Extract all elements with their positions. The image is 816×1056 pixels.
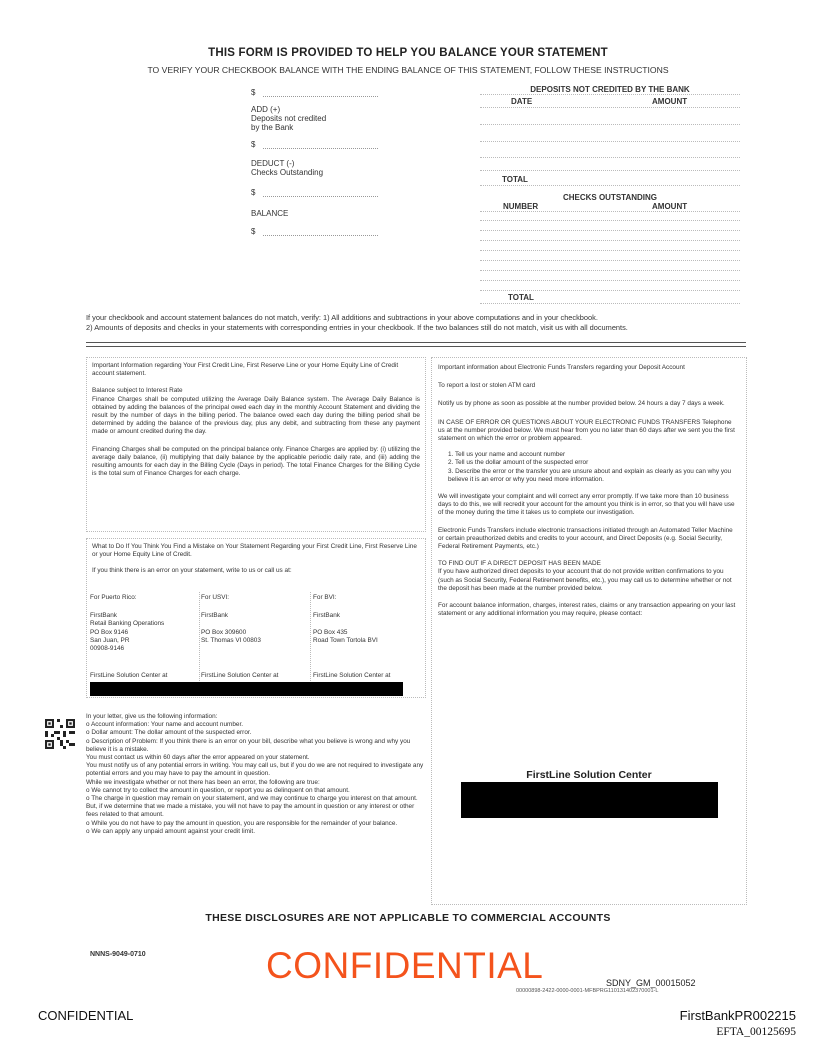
address-line: PO Box 435 bbox=[313, 628, 348, 636]
qr-code-icon bbox=[45, 719, 75, 749]
address-line: FirstBank bbox=[313, 612, 340, 620]
address-line: San Juan, PR bbox=[90, 636, 130, 644]
letter-line: o We can apply any unpaid amount against your credit limit. bbox=[86, 827, 255, 835]
checks-row-line bbox=[480, 303, 740, 304]
address-head: For USVI: bbox=[201, 594, 230, 601]
instructions-line-1: If your checkbook and account statement balances do not match, verify: 1) All additions and subtractions in your above computations and in your checkbook. bbox=[86, 313, 598, 322]
deposits-row-line bbox=[480, 170, 740, 171]
eft-p8: For account balance information, charges, interest rates, claims or any transaction appearing on your last statement or any additional information you may require, please contact: bbox=[438, 602, 736, 618]
address-line: St. Thomas VI 00803 bbox=[201, 636, 261, 644]
redaction-bar bbox=[461, 782, 718, 818]
worksheet-dollar-4: $ bbox=[251, 227, 378, 236]
address-line bbox=[313, 620, 423, 628]
letter-line: You must contact us within 60 days after the error appeared on your statement. bbox=[86, 754, 310, 762]
deposits-heading: DEPOSITS NOT CREDITED BY THE BANK bbox=[530, 85, 690, 94]
tiny-code: 00000898-2422-0000-0001-MFBPRG110131402370001-L bbox=[516, 988, 659, 994]
bates-sdny: SDNY_GM_00015052 bbox=[606, 978, 696, 988]
redaction-bar bbox=[90, 682, 403, 696]
confidential-footer-left: CONFIDENTIAL bbox=[38, 1008, 134, 1023]
checks-col-amount: AMOUNT bbox=[652, 202, 688, 211]
checks-total: TOTAL bbox=[508, 293, 534, 302]
letter-line: o Description of Problem: If you think there is an error on your bill, describe what you believe is wrong and why you believe it is a mistake. bbox=[86, 737, 411, 753]
letter-line: o While you do not have to pay the amount in question, you are responsible for the remainder of your balance. bbox=[86, 819, 398, 827]
letter-line: o Account information: Your name and account number. bbox=[86, 721, 244, 729]
letter-line: o We cannot try to collect the amount in question, or report you as delinquent on that amount. bbox=[86, 786, 350, 794]
credit-line-info-title: Important Information regarding Your First Credit Line, First Reserve Line or your Home Equity Line of Credit account statement. bbox=[92, 362, 399, 378]
form-code: NNNS-9049-0710 bbox=[90, 951, 146, 958]
checks-row-line bbox=[480, 220, 740, 221]
bates-efta: EFTA_00125695 bbox=[716, 1026, 796, 1038]
eft-p2: Notify us by phone as soon as possible at the number provided below. 24 hours a day 7 days a week. bbox=[438, 400, 725, 408]
eft-p4: We will investigate your complaint and will correct any error promptly. If we take more than 10 business days to do this, we will recredit your account for the amount you think is in error, so that you will have use of the money during the time it takes us to complete our investigation. bbox=[438, 493, 735, 517]
checks-row-line bbox=[480, 230, 740, 231]
deposits-total: TOTAL bbox=[502, 175, 528, 184]
address-bvi bbox=[313, 594, 423, 645]
add-sub-1: Deposits not credited bbox=[251, 114, 327, 123]
eft-p3: IN CASE OF ERROR OR QUESTIONS ABOUT YOUR ELECTRONIC FUNDS TRANSFERS Telephone us at the number provided below. We must hear from you no later than 60 days after we sent you the first statement on which the error or problem appeared. bbox=[438, 418, 735, 443]
section-divider bbox=[86, 342, 746, 347]
letter-line: o The charge in question may remain on your statement, and we may continue to charge you interest on that amount. But, if we determine that we made a mistake, you will not have to pay the amount in question or any interest or other fees related to that amount. bbox=[86, 795, 418, 819]
bates-firstbank: FirstBankPR002215 bbox=[679, 1008, 796, 1023]
address-line: 00908-9146 bbox=[90, 645, 125, 653]
center-label-usvi: FirstLine Solution Center at bbox=[201, 672, 279, 679]
checks-row-line bbox=[480, 260, 740, 261]
worksheet-dollar-1: $ bbox=[251, 88, 378, 97]
firstline-center-title: FirstLine Solution Center bbox=[526, 769, 652, 781]
letter-instructions bbox=[86, 713, 424, 836]
deposits-row-line bbox=[480, 185, 740, 186]
eft-list-item: 3. Describe the error or the transfer you are unsure about and explain as clearly as you can why you believe it is an error or why you need more information. bbox=[448, 467, 732, 483]
checks-col-number: NUMBER bbox=[503, 202, 539, 211]
checks-row-line bbox=[480, 270, 740, 271]
eft-list-item: 1. Tell us your name and account number bbox=[448, 451, 566, 459]
letter-line: In your letter, give us the following information: bbox=[86, 713, 218, 720]
checks-row-line bbox=[480, 290, 740, 291]
form-subtitle: TO VERIFY YOUR CHECKBOOK BALANCE WITH THE ENDING BALANCE OF THIS STATEMENT, FOLLOW THESE INSTRUCTIONS bbox=[147, 65, 669, 75]
eft-p6: TO FIND OUT IF A DIRECT DEPOSIT HAS BEEN MADE bbox=[438, 560, 601, 568]
add-sub-2: by the Bank bbox=[251, 123, 294, 132]
checks-row-line bbox=[480, 240, 740, 241]
confidential-stamp: CONFIDENTIAL bbox=[266, 945, 544, 986]
eft-info-panel bbox=[431, 357, 747, 905]
eft-title: Important information about Electronic Funds Transfers regarding your Deposit Account bbox=[438, 364, 685, 371]
mistake-panel-intro: If you think there is an error on your statement, write to us or call us at: bbox=[92, 567, 292, 575]
address-head: For Puerto Rico: bbox=[90, 594, 137, 601]
deposits-row-line bbox=[480, 141, 740, 142]
credit-line-info-panel bbox=[86, 357, 426, 532]
worksheet-dollar-2: $ bbox=[251, 140, 378, 149]
checks-row-line bbox=[480, 211, 740, 212]
credit-line-info-para-2: Financing Charges shall be computed on the principal balance only. Finance Charges are applied by: (i) utilizing the average daily balance, (ii) multiplying that daily balance by the applicable periodic daily rate, and (iii) adding the resulting amounts for each day in the Billing Cycle (Days in period). The total Finance Charges for the Billing Cycle is the total sum of Finance Charges for each charge. bbox=[92, 445, 420, 478]
address-line bbox=[201, 620, 311, 628]
credit-line-info-para-1: Finance Charges shall be computed utilizing the Average Daily Balance system. The Average Daily Balance is obtained by adding the balances of the principal owed each day in the monthly Account Statement and dividing the result by the number of days in the billing period. The balance owed each day during the billing period shall be determined by adding the balance of the previous day, plus any debit, and subtracting from these any payment made or amount credited during the day. bbox=[92, 395, 420, 436]
address-puerto-rico bbox=[90, 594, 200, 653]
deposits-row-line bbox=[480, 157, 740, 158]
center-label-pr: FirstLine Solution Center at bbox=[90, 672, 168, 679]
checks-heading: CHECKS OUTSTANDING bbox=[562, 193, 658, 202]
form-title: THIS FORM IS PROVIDED TO HELP YOU BALANCE YOUR STATEMENT bbox=[208, 47, 608, 59]
deposits-row-line bbox=[480, 107, 740, 108]
mistake-panel-title: What to Do If You Think You Find a Mistake on Your Statement Regarding your First Credit Line, First Reserve Line or your Home Equity Line of Credit. bbox=[92, 543, 417, 559]
address-line: PO Box 309600 bbox=[201, 628, 247, 636]
worksheet-dollar-3: $ bbox=[251, 188, 378, 197]
deposits-col-amount: AMOUNT bbox=[652, 97, 688, 106]
credit-line-info-sub: Balance subject to Interest Rate bbox=[92, 387, 183, 395]
balance-label: BALANCE bbox=[251, 209, 289, 218]
address-line: Road Town Tortola BVI bbox=[313, 636, 378, 644]
deposits-rule bbox=[480, 94, 740, 95]
letter-line: o Dollar amount: The dollar amount of the suspected error. bbox=[86, 729, 252, 737]
deposits-col-date: DATE bbox=[511, 97, 533, 106]
checks-row-line bbox=[480, 280, 740, 281]
eft-p7: If you have authorized direct deposits to your account that do not provide written confirmations to you (such as Social Security, Federal Retirement benefits, etc.), you may call us to determine whether or not the deposit has been made at the number provided below. bbox=[438, 568, 732, 592]
address-line: Retail Banking Operations bbox=[90, 620, 165, 628]
deposits-row-line bbox=[480, 124, 740, 125]
instructions-line-2: 2) Amounts of deposits and checks in your statements with corresponding entries in your checkbook. If the two balances still do not match, visit us with all documents. bbox=[86, 323, 628, 332]
eft-p1: To report a lost or stolen ATM card bbox=[438, 382, 536, 390]
address-separator bbox=[310, 592, 311, 687]
disclosure-note: THESE DISCLOSURES ARE NOT APPLICABLE TO COMMERCIAL ACCOUNTS bbox=[205, 912, 611, 924]
eft-p5: Electronic Funds Transfers include electronic transactions initiated through an Automated Teller Machine or certain preauthorized debits and credits to your account, and Direct Deposits (e.g. Social Security, Federal Retirement Payments, etc.) bbox=[438, 526, 733, 551]
add-label: ADD (+) bbox=[251, 105, 281, 114]
eft-list-item: 2. Tell us the dollar amount of the suspected error bbox=[448, 459, 589, 467]
address-line: FirstBank bbox=[201, 612, 228, 620]
address-separator bbox=[199, 592, 200, 687]
address-head: For BVI: bbox=[313, 594, 337, 601]
center-label-bvi: FirstLine Solution Center at bbox=[313, 672, 391, 679]
deduct-label: DEDUCT (-) bbox=[251, 159, 295, 168]
deduct-sub: Checks Outstanding bbox=[251, 168, 324, 177]
letter-line: While we investigate whether or not there has been an error, the following are true: bbox=[86, 778, 320, 786]
letter-line: You must notify us of any potential errors in writing. You may call us, but if you do we are not required to investigate any potential errors and you may have to pay the amount in question. bbox=[86, 762, 424, 778]
checks-row-line bbox=[480, 250, 740, 251]
address-line: PO Box 9146 bbox=[90, 628, 129, 636]
address-line: FirstBank bbox=[90, 612, 117, 620]
address-usvi bbox=[201, 594, 311, 645]
